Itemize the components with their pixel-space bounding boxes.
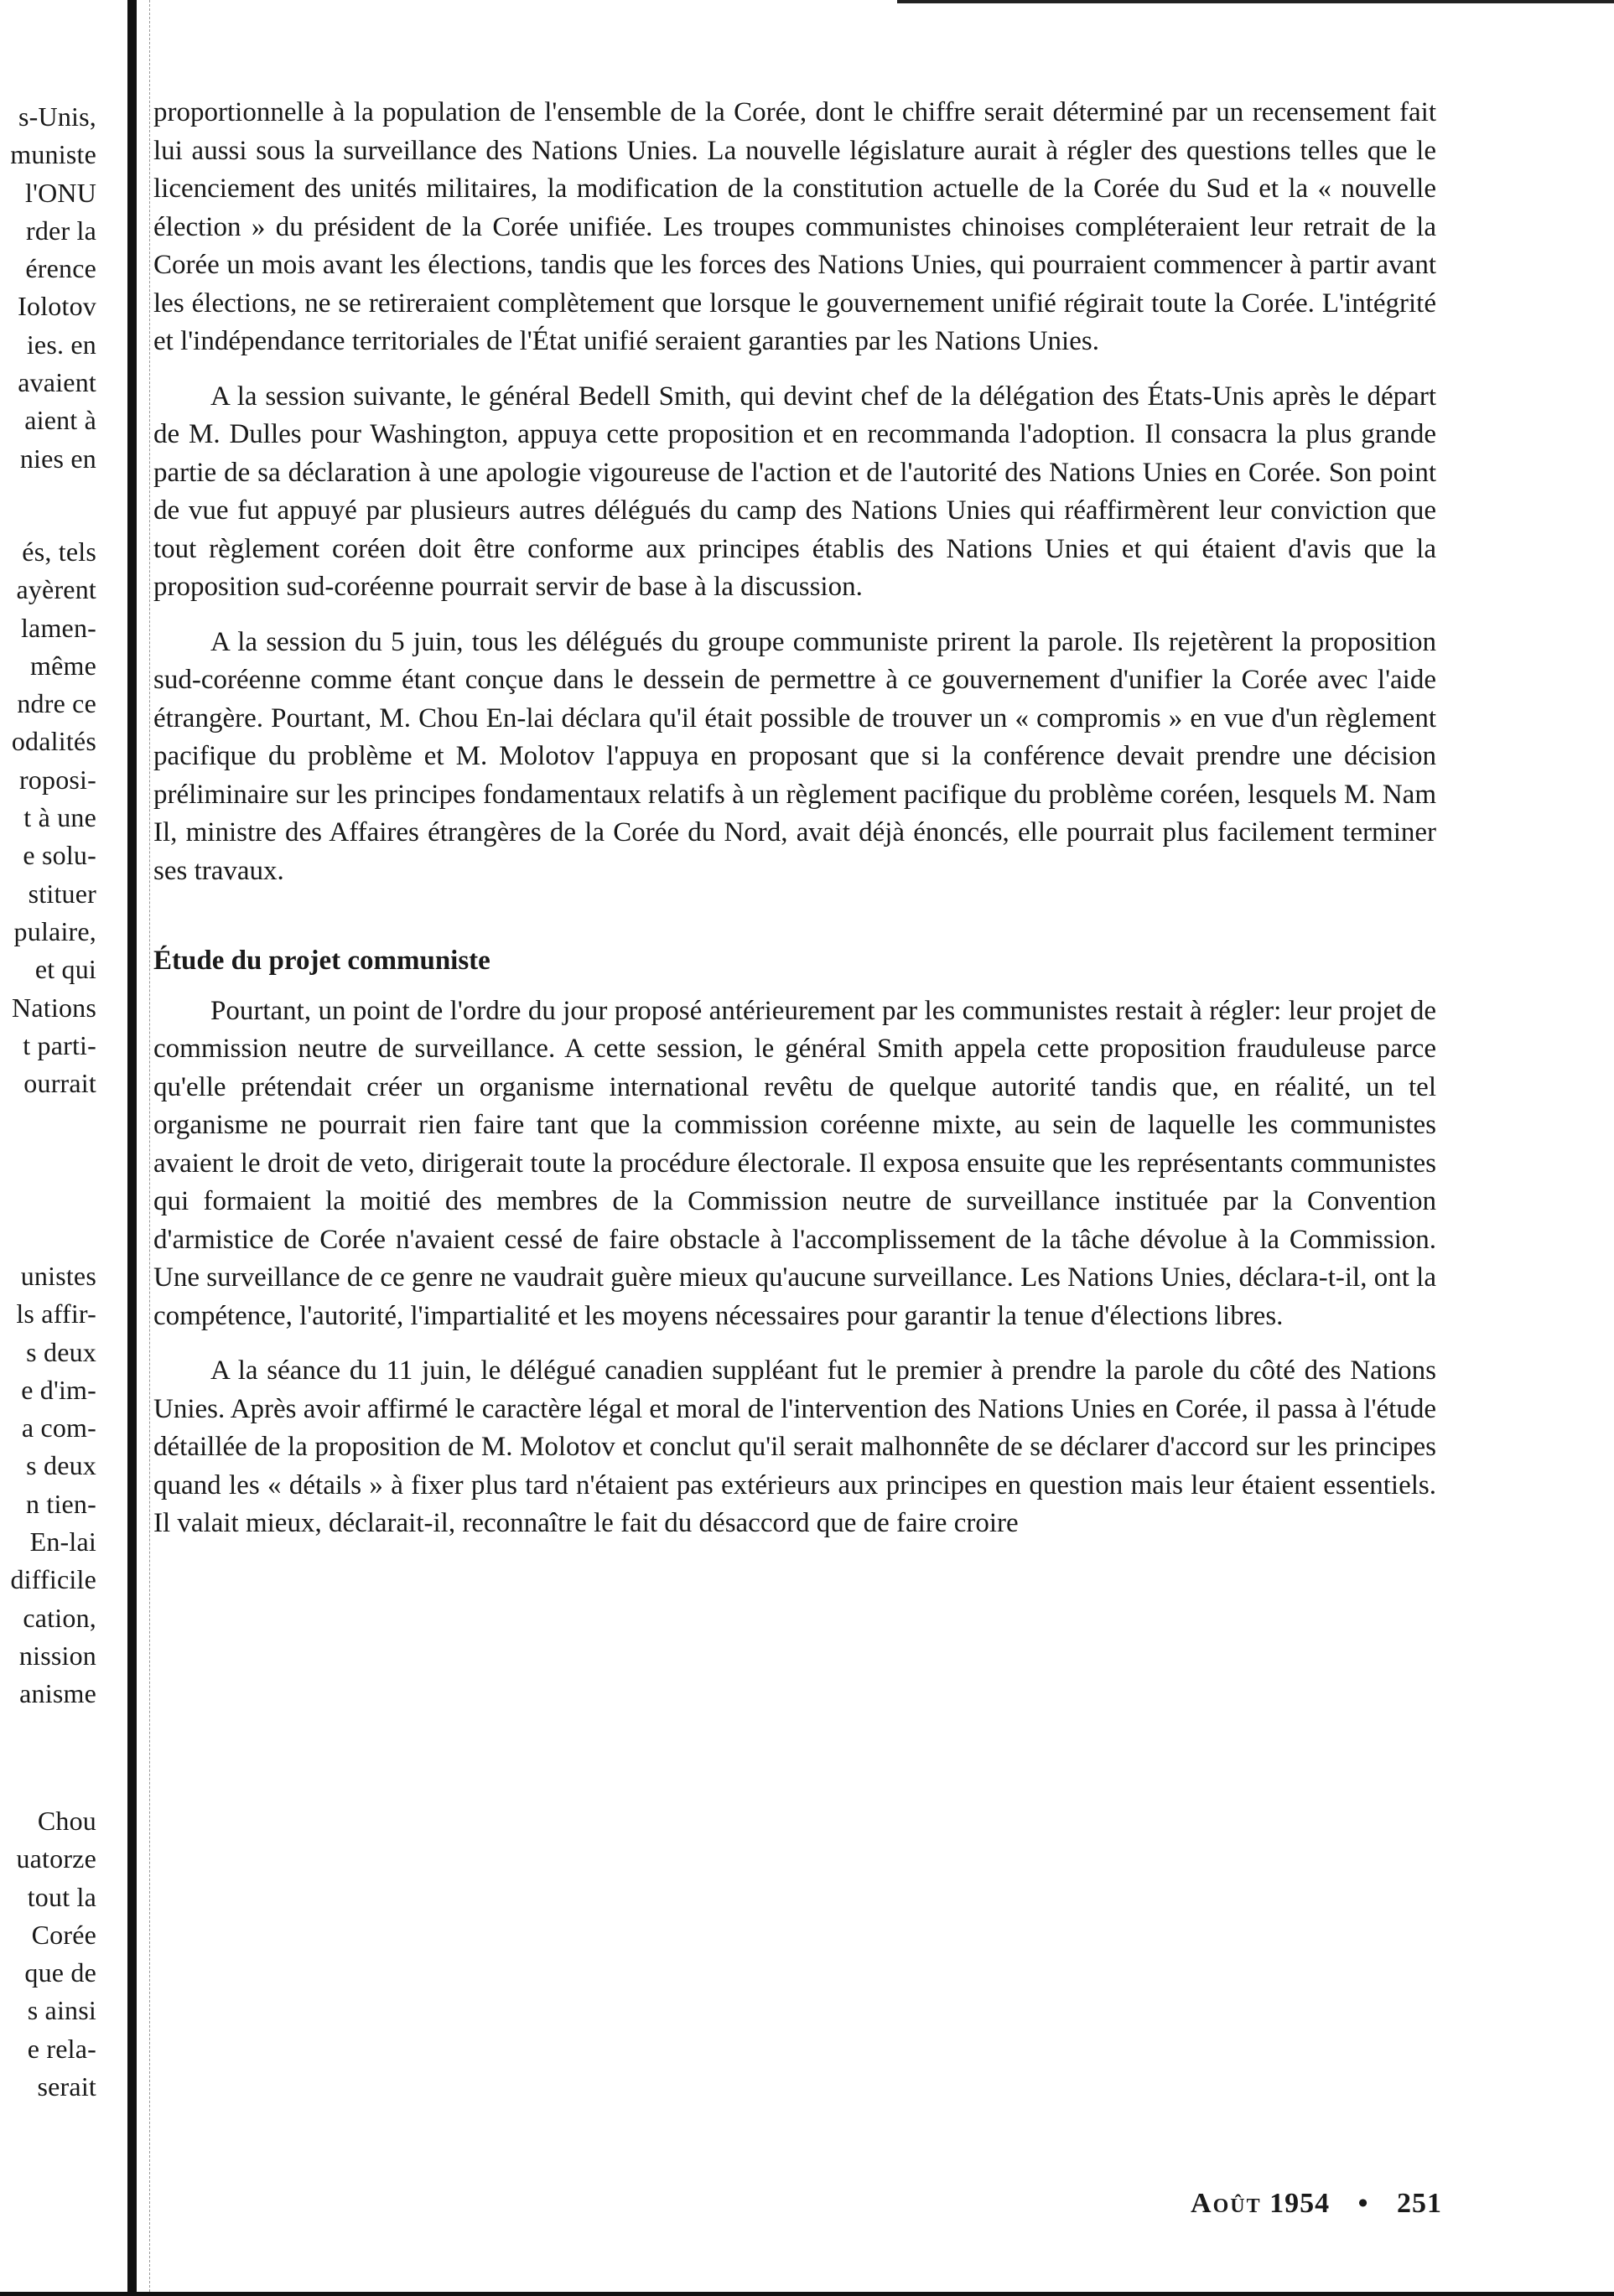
left-fragment-line: ies. en: [26, 329, 96, 360]
left-fragment-line: e rela-: [27, 2033, 96, 2064]
left-fragment-line: même: [30, 650, 96, 681]
left-fragment-line: és, tels: [22, 536, 96, 567]
left-fragment-line: anisme: [19, 1678, 96, 1709]
left-fragment-line: a com-: [21, 1412, 96, 1443]
footer-separator: •: [1357, 2188, 1369, 2219]
left-fragment-line: ourrait: [23, 1068, 96, 1099]
adjacent-page-fragment: [0, 0, 96, 2296]
left-fragment-line: uatorze: [16, 1843, 96, 1874]
left-fragment-line: aient à: [24, 405, 96, 436]
left-fragment-line: difficile: [10, 1564, 96, 1595]
body-paragraph: Pourtant, un point de l'ordre du jour proposé antérieurement par les communistes restait à régler: leur projet de commission neutre de surveillance. A cette session, le général Smith appela cette proposition frauduleuse parce qu'elle prétendait créer un organisme international revêtu de quelque autorité tandis que, en réalité, un tel organisme ne pourrait rien faire tant que la commission coréenne mixte, au sein de laquelle les communistes avaient le droit de veto, dirigerait toute la procédure électorale. Il exposa ensuite que les représentants communistes qui formaient la moitié des membres de la Commission neutre de surveillance instituée par la Convention d'armistice de Corée n'avaient cessé de faire obstacle à l'accomplissement de la tâche dévolue à la Commission. Une surveillance de ce genre ne vaudrait guère mieux qu'aucune surveillance. Les Nations Unies, déclara-t-il, ont la compétence, l'autorité, l'impartialité et les moyens nécessaires pour garantir la tenue d'élections libres.: [153, 995, 1436, 1331]
left-fragment-line: l'ONU: [25, 177, 96, 208]
body-paragraph: A la session suivante, le général Bedell Smith, qui devint chef de la délégation des États-Unis après le départ de M. Dulles pour Washington, appuya cette proposition et en recommanda l'adoption. Il consacra la plus grande partie de sa déclaration à une apologie vigoureuse de l'action et de l'autorité des Nations Unies en Corée. Son point de vue fut appuyé par plusieurs autres délégués du camp des Nations Unies qui réaffirmèrent leur conviction que tout règlement coréen doit être conforme aux principes établis des Nations Unies et qui étaient d'avis que la proposition sud-coréenne pourrait servir de base à la discussion.: [153, 381, 1436, 602]
page-number: 251: [1397, 2188, 1442, 2219]
left-fragment-block-2: [0, 1257, 96, 1713]
left-fragment-block-3: [0, 1802, 96, 2106]
left-fragment-line: unistes: [20, 1261, 96, 1291]
left-fragment-line: stituer: [28, 878, 96, 909]
left-fragment-line: rder la: [25, 215, 96, 246]
left-fragment-line: et qui: [34, 954, 96, 985]
body-paragraph: A la session du 5 juin, tous les délégués du groupe communiste prirent la parole. Ils rejetèrent la proposition sud-coréenne comme étant conçue dans le dessein de permettre à ce gouvernement d'unifier la Corée avec l'aide étrangère. Pourtant, M. Chou En-lai déclara qu'il était possible de trouver un « compromis » en vue d'un règlement pacifique du problème et M. Molotov l'appuya en proposant que si la conférence devait prendre une décision préliminaire sur les principes fondamentaux relatifs à un règlement pacifique du problème coréen, lesquels M. Nam Il, ministre des Affaires étrangères de la Corée du Nord, avait déjà énoncés, elle pourrait plus facilement terminer ses travaux.: [153, 626, 1436, 886]
left-fragment-line: serait: [37, 2071, 96, 2102]
left-fragment-line: Nations: [12, 992, 96, 1023]
page-footer: [1006, 2188, 1442, 2220]
main-text-column: [153, 94, 1436, 1543]
gutter-line: [149, 0, 150, 2296]
left-fragment-line: que de: [24, 1957, 96, 1988]
top-rule: [897, 0, 1614, 3]
left-fragment-line: Corée: [31, 1919, 96, 1950]
left-fragment-line: t parti-: [23, 1029, 96, 1060]
left-fragment-line: ls affir-: [16, 1298, 96, 1329]
bottom-rule: [0, 2292, 1614, 2296]
left-fragment-line: tout la: [27, 1881, 96, 1912]
left-fragment-line: ndre ce: [17, 688, 96, 719]
left-fragment-block-1: [0, 98, 96, 1102]
left-fragment-line: Chou: [37, 1806, 96, 1836]
left-fragment-line: s-Unis,: [18, 101, 96, 132]
left-fragment-line: érence: [25, 253, 96, 284]
left-fragment-gap: [0, 478, 96, 533]
body-paragraph: proportionnelle à la population de l'ensemble de la Corée, dont le chiffre serait déterminé par un recensement fait lui aussi sous la surveillance des Nations Unies. La nouvelle législature aurait à régler des questions telles que le licenciement des unités militaires, la modification de la constitution actuelle de la Corée du Sud et la « nouvelle élection » du président de la Corée unifiée. Les troupes communistes chinoises compléteraient leur retrait de la Corée un mois avant les élections, tandis que les forces des Nations Unies, qui pourraient commencer à partir avant les élections, ne se retireraient complètement que lorsque le gouvernement unifié régirait toute la Corée. L'intégrité et l'indépendance territoriales de l'État unifié seraient garanties par les Nations Unies.: [153, 97, 1436, 356]
section-heading: Étude du projet communiste: [153, 946, 490, 976]
left-fragment-line: n tien-: [25, 1488, 96, 1519]
left-fragment-line: avaient: [18, 367, 96, 398]
page-binding-divider: [127, 0, 137, 2296]
left-fragment-line: s deux: [26, 1336, 96, 1367]
left-fragment-line: odalités: [11, 726, 96, 757]
left-fragment-line: e solu-: [23, 840, 96, 871]
body-paragraph: A la séance du 11 juin, le délégué canadien suppléant fut le premier à prendre la parole du côté des Nations Unies. Après avoir affirmé le caractère légal et moral de l'intervention des Nations Unies en Corée, il passa à l'étude détaillée de la proposition de M. Molotov et conclut qu'il serait malhonnête de se déclarer d'accord sur les principes quand les « détails » à fixer plus tard n'étaient pas extérieurs aux principes en question mais leur étaient essentiels. Il valait mieux, déclarait-il, reconnaître le fait du désaccord que de faire croire: [153, 1355, 1436, 1538]
footer-month: Août: [1191, 2188, 1262, 2219]
left-fragment-line: En-lai: [29, 1526, 96, 1557]
left-fragment-line: e d'im-: [21, 1374, 96, 1405]
left-fragment-line: pulaire,: [13, 915, 96, 946]
left-fragment-line: t à une: [23, 802, 96, 833]
left-fragment-line: muniste: [10, 139, 96, 170]
left-fragment-line: nies en: [19, 443, 96, 474]
left-fragment-line: nission: [18, 1640, 96, 1671]
left-fragment-line: Iolotov: [18, 291, 96, 322]
left-fragment-line: roposi-: [18, 764, 96, 795]
left-fragment-line: ayèrent: [16, 574, 96, 605]
left-fragment-line: s deux: [26, 1450, 96, 1481]
left-fragment-line: cation,: [23, 1602, 96, 1633]
left-fragment-line: lamen-: [20, 612, 96, 643]
footer-year: 1954: [1269, 2188, 1331, 2219]
left-fragment-line: s ainsi: [27, 1995, 96, 2026]
